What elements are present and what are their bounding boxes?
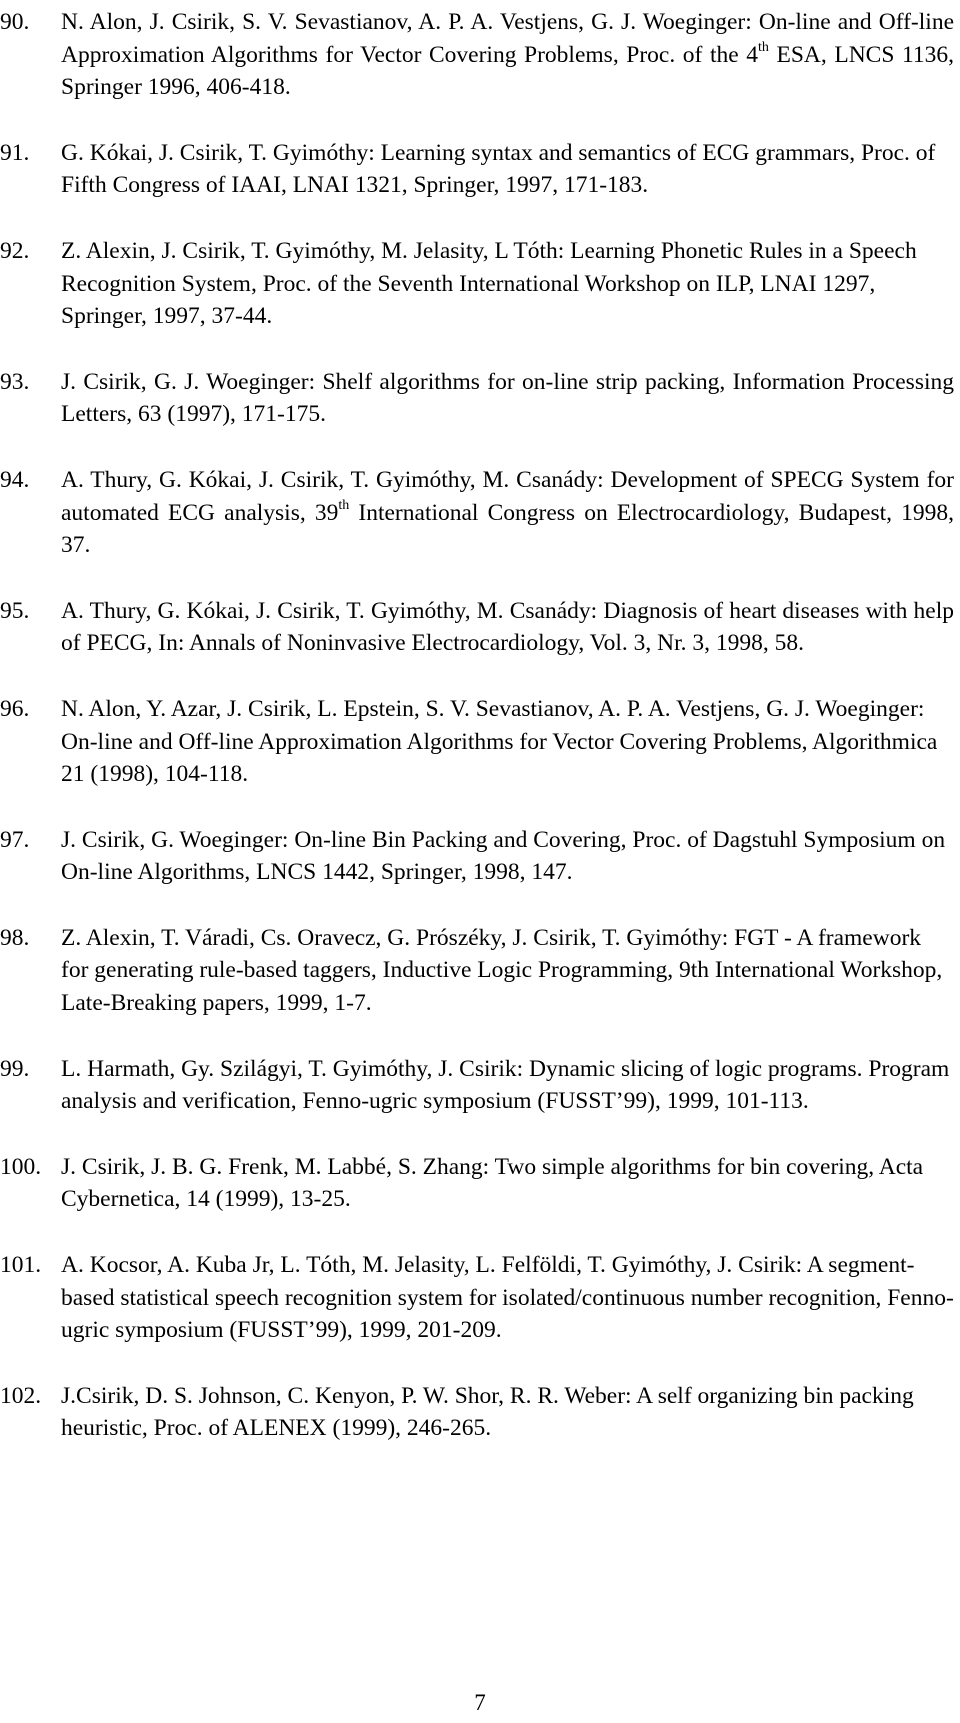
reference-text: A. Thury, G. Kókai, J. Csirik, T. Gyimóthy, M. Csanády: Diagnosis of heart diseases with help of PECG, In: Annals of Noninvasive Electrocardiology, Vol. 3, Nr. 3, 1998, 58. <box>61 597 954 657</box>
reference-text: N. Alon, Y. Azar, J. Csirik, L. Epstein, S. V. Sevastianov, A. P. A. Vestjens, G. J. Woeginger: On-line and Off-line Approximation Algorithms for Vector Covering Problems, Algorithmica 21 (1998), 104-118. <box>61 695 938 788</box>
reference-number: 91. <box>0 139 30 166</box>
reference-item-97 <box>0 824 960 889</box>
reference-item-93 <box>0 366 960 431</box>
reference-number: 93. <box>0 368 30 395</box>
page-number: 7 <box>474 1690 486 1715</box>
reference-number: 99. <box>0 1055 30 1082</box>
reference-number: 101. <box>0 1252 42 1279</box>
reference-item-102 <box>0 1380 960 1445</box>
reference-item-95 <box>0 595 960 660</box>
reference-number: 92. <box>0 237 30 264</box>
reference-item-91 <box>0 137 960 202</box>
reference-list <box>0 6 960 1478</box>
reference-item-99 <box>0 1053 960 1118</box>
reference-number: 90. <box>0 9 30 35</box>
reference-number: 96. <box>0 695 30 722</box>
reference-item-92 <box>0 235 960 333</box>
reference-item-96 <box>0 693 960 791</box>
reference-text: Z. Alexin, J. Csirik, T. Gyimóthy, M. Jelasity, L Tóth: Learning Phonetic Rules in a Speech Recognition System, Proc. of the Seventh International Workshop on ILP, LNAI 1297, Springer, 1997, 37-44. <box>61 237 917 330</box>
reference-text: A. Thury, G. Kókai, J. Csirik, T. Gyimóthy, M. Csanády: Development of SPECG System for automated ECG analysis, 39th International Congress on Electrocardiology, Budapest, 1998, 37. <box>61 466 954 559</box>
reference-text: J. Csirik, J. B. G. Frenk, M. Labbé, S. Zhang: Two simple algorithms for bin covering, Acta Cybernetica, 14 (1999), 13-25. <box>61 1153 924 1213</box>
reference-text: J. Csirik, G. Woeginger: On-line Bin Packing and Covering, Proc. of Dagstuhl Symposium on On-line Algorithms, LNCS 1442, Springer, 1998, 147. <box>61 826 946 886</box>
reference-item-90 <box>0 6 960 104</box>
reference-text: J.Csirik, D. S. Johnson, C. Kenyon, P. W. Shor, R. R. Weber: A self organizing bin packing heuristic, Proc. of ALENEX (1999), 246-265. <box>61 1382 914 1442</box>
reference-text: G. Kókai, J. Csirik, T. Gyimóthy: Learning syntax and semantics of ECG grammars, Proc. of Fifth Congress of IAAI, LNAI 1321, Springer, 1997, 171-183. <box>61 139 936 199</box>
reference-number: 97. <box>0 826 30 853</box>
ordinal-superscript: th <box>338 497 350 513</box>
reference-item-101 <box>0 1249 960 1347</box>
ordinal-superscript: th <box>758 39 769 55</box>
reference-text: L. Harmath, Gy. Szilágyi, T. Gyimóthy, J. Csirik: Dynamic slicing of logic programs. Program analysis and verification, Fenno-ugric symposium (FUSST’99), 1999, 101-113. <box>61 1055 950 1115</box>
reference-item-94 <box>0 464 960 562</box>
reference-number: 100. <box>0 1153 42 1180</box>
reference-number: 102. <box>0 1382 42 1409</box>
reference-text: A. Kocsor, A. Kuba Jr, L. Tóth, M. Jelasity, L. Felföldi, T. Gyimóthy, J. Csirik: A segment-based statistical speech recognition system for isolated/continuous number recognition, Fenno-ugric symposium (FUSST’99), 1999, 201-209. <box>61 1252 954 1344</box>
reference-text: N. Alon, J. Csirik, S. V. Sevastianov, A. P. A. Vestjens, G. J. Woeginger: On-line and Off-line Approximation Algorithms for Vector Covering Problems, Proc. of the 4th ESA, LNCS 1136, Springer 1996, 406-418. <box>61 9 954 101</box>
reference-number: 95. <box>0 597 30 624</box>
reference-number: 94. <box>0 466 30 493</box>
reference-text: Z. Alexin, T. Váradi, Cs. Oravecz, G. Prószéky, J. Csirik, T. Gyimóthy: FGT - A framework for generating rule-based taggers, Inductive Logic Programming, 9th International Workshop, Late-Breaking papers, 1999, 1-7. <box>61 924 943 1017</box>
reference-number: 98. <box>0 924 30 951</box>
reference-item-100 <box>0 1151 960 1216</box>
reference-item-98 <box>0 922 960 1020</box>
reference-text: J. Csirik, G. J. Woeginger: Shelf algorithms for on-line strip packing, Information Processing Letters, 63 (1997), 171-175. <box>61 368 954 428</box>
